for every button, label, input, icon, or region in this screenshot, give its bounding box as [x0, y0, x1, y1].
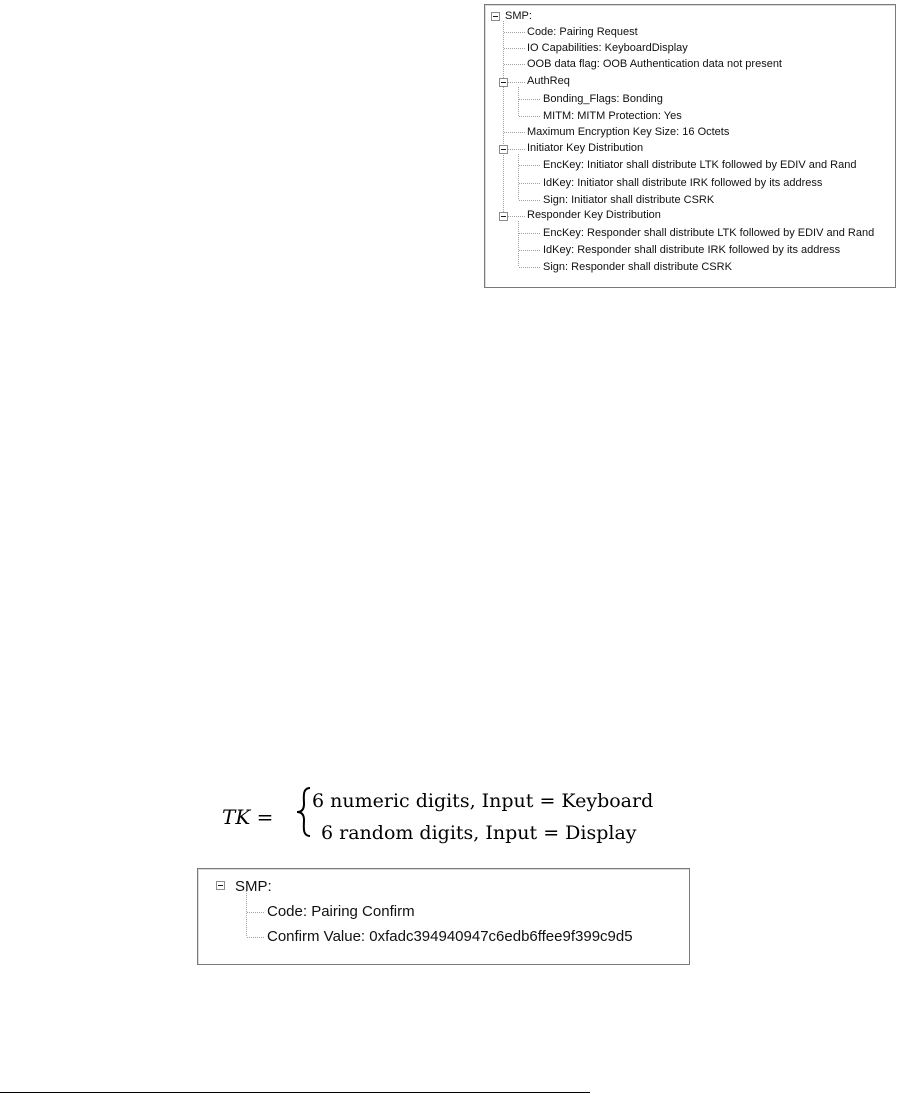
collapse-toggle-icon[interactable] — [491, 12, 500, 21]
equation-case-display: 6 random digits, Input = Display — [321, 822, 637, 844]
tree-item-oob-flag[interactable]: OOB data flag: OOB Authentication data not present — [527, 58, 782, 70]
tree-item-code[interactable]: Code: Pairing Request — [527, 26, 638, 38]
tree-item-initiator-sign[interactable]: Sign: Initiator shall distribute CSRK — [543, 194, 715, 206]
collapse-toggle-icon[interactable] — [499, 145, 508, 154]
tree-root-smp[interactable]: SMP: — [235, 878, 272, 895]
smp-pairing-request-tree — [484, 4, 896, 288]
tree-item-initiator-key-distribution[interactable]: Initiator Key Distribution — [527, 142, 644, 154]
tree-item-bonding-flags[interactable]: Bonding_Flags: Bonding — [543, 93, 663, 105]
tree-item-mitm[interactable]: MITM: MITM Protection: Yes — [543, 110, 682, 122]
tree-item-responder-key-distribution[interactable]: Responder Key Distribution — [527, 209, 661, 221]
tree-item-responder-enckey[interactable]: EncKey: Responder shall distribute LTK followed by EDIV and Rand — [543, 227, 875, 239]
equals-sign: = — [250, 805, 274, 829]
tree-item-initiator-idkey[interactable]: IdKey: Initiator shall distribute IRK followed by its address — [543, 177, 823, 189]
smp-pairing-confirm-tree — [197, 868, 690, 965]
tree-item-code[interactable]: Code: Pairing Confirm — [267, 903, 415, 920]
equation-case-keyboard: 6 numeric digits, Input = Keyboard — [312, 790, 654, 812]
tree-item-authreq[interactable]: AuthReq — [527, 75, 570, 87]
tree-root-smp[interactable]: SMP: — [505, 10, 532, 22]
tree-item-initiator-enckey[interactable]: EncKey: Initiator shall distribute LTK followed by EDIV and Rand — [543, 159, 857, 171]
tree-item-max-key-size[interactable]: Maximum Encryption Key Size: 16 Octets — [527, 126, 730, 138]
collapse-toggle-icon[interactable] — [499, 212, 508, 221]
tree-item-io-capabilities[interactable]: IO Capabilities: KeyboardDisplay — [527, 42, 688, 54]
collapse-toggle-icon[interactable] — [499, 78, 508, 87]
tree-item-confirm-value[interactable]: Confirm Value: 0xfadc394940947c6edb6ffee9f399c9d5 — [267, 928, 633, 945]
footnote-rule — [0, 1092, 590, 1093]
collapse-toggle-icon[interactable] — [216, 881, 225, 890]
tree-item-responder-idkey[interactable]: IdKey: Responder shall distribute IRK followed by its address — [543, 244, 841, 256]
tree-item-responder-sign[interactable]: Sign: Responder shall distribute CSRK — [543, 261, 732, 273]
tk-variable: TK — [222, 805, 251, 829]
